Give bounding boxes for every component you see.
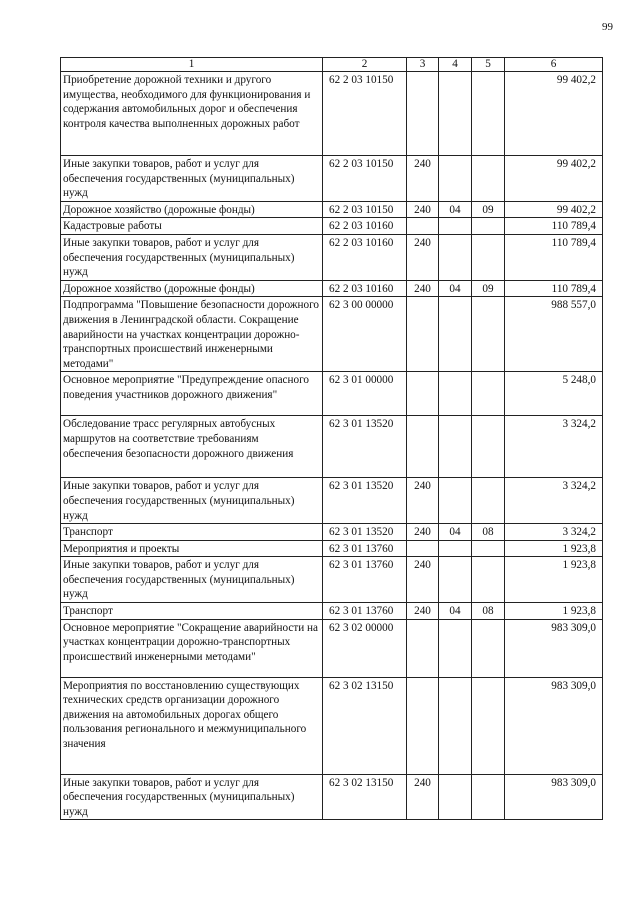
amount-cell: 988 557,0 — [505, 297, 603, 372]
section-cell — [439, 540, 472, 557]
item-name-cell: Дорожное хозяйство (дорожные фонды) — [61, 280, 323, 297]
target-code-cell: 62 2 03 10150 — [323, 72, 407, 156]
target-code-cell: 62 3 01 13760 — [323, 557, 407, 603]
table-row — [61, 297, 603, 372]
item-name-cell: Приобретение дорожной техники и другого имущества, необходимого для функционирования и содержания автомобильных дорог и обеспечения контроля качества выполненных дорожных работ — [61, 72, 323, 156]
section-cell: 04 — [439, 524, 472, 541]
target-code-cell: 62 3 02 13150 — [323, 774, 407, 820]
item-name-cell: Иные закупки товаров, работ и услуг для обеспечения государственных (муниципальных) нужд — [61, 774, 323, 820]
section-cell — [439, 416, 472, 478]
column-header: 1 — [61, 58, 323, 72]
subsection-cell — [472, 72, 505, 156]
table-row — [61, 603, 603, 620]
item-name-cell: Иные закупки товаров, работ и услуг для обеспечения государственных (муниципальных) нужд — [61, 557, 323, 603]
subsection-cell: 09 — [472, 201, 505, 218]
item-name-cell: Иные закупки товаров, работ и услуг для обеспечения государственных (муниципальных) нужд — [61, 156, 323, 202]
subsection-cell: 08 — [472, 524, 505, 541]
target-code-cell: 62 3 02 00000 — [323, 619, 407, 677]
subsection-cell — [472, 774, 505, 820]
amount-cell: 99 402,2 — [505, 72, 603, 156]
column-header: 3 — [407, 58, 439, 72]
table-row — [61, 416, 603, 478]
item-name-cell: Подпрограмма "Повышение безопасности дорожного движения в Ленинградской области. Сокращение аварийности на участках концентрации дорожно-транспортных происшествий инженерными методами" — [61, 297, 323, 372]
target-code-cell: 62 3 01 13520 — [323, 524, 407, 541]
section-cell — [439, 557, 472, 603]
subsection-cell — [472, 234, 505, 280]
table-row — [61, 201, 603, 218]
section-cell — [439, 774, 472, 820]
table-row — [61, 774, 603, 820]
expense-type-cell: 240 — [407, 234, 439, 280]
section-cell: 04 — [439, 201, 472, 218]
section-cell — [439, 156, 472, 202]
target-code-cell: 62 2 03 10160 — [323, 218, 407, 235]
amount-cell: 1 923,8 — [505, 603, 603, 620]
section-cell: 04 — [439, 603, 472, 620]
expense-type-cell — [407, 72, 439, 156]
amount-cell: 983 309,0 — [505, 677, 603, 774]
amount-cell: 3 324,2 — [505, 478, 603, 524]
table-row — [61, 540, 603, 557]
amount-cell: 1 923,8 — [505, 557, 603, 603]
expense-type-cell: 240 — [407, 156, 439, 202]
table-row — [61, 234, 603, 280]
table-row — [61, 619, 603, 677]
column-header: 2 — [323, 58, 407, 72]
section-cell — [439, 677, 472, 774]
column-header: 4 — [439, 58, 472, 72]
target-code-cell: 62 3 01 13760 — [323, 540, 407, 557]
target-code-cell: 62 3 00 00000 — [323, 297, 407, 372]
subsection-cell — [472, 557, 505, 603]
expense-type-cell: 240 — [407, 603, 439, 620]
table-row — [61, 280, 603, 297]
item-name-cell: Транспорт — [61, 524, 323, 541]
subsection-cell — [472, 677, 505, 774]
table-row — [61, 478, 603, 524]
amount-cell: 99 402,2 — [505, 201, 603, 218]
column-header: 5 — [472, 58, 505, 72]
amount-cell: 110 789,4 — [505, 218, 603, 235]
section-cell — [439, 218, 472, 235]
amount-cell: 5 248,0 — [505, 372, 603, 416]
table-row — [61, 156, 603, 202]
expense-type-cell — [407, 416, 439, 478]
table-row — [61, 524, 603, 541]
subsection-cell — [472, 218, 505, 235]
amount-cell: 110 789,4 — [505, 234, 603, 280]
amount-cell: 110 789,4 — [505, 280, 603, 297]
expense-type-cell: 240 — [407, 524, 439, 541]
column-header: 6 — [505, 58, 603, 72]
subsection-cell — [472, 156, 505, 202]
table-row — [61, 557, 603, 603]
section-cell — [439, 234, 472, 280]
item-name-cell: Иные закупки товаров, работ и услуг для обеспечения государственных (муниципальных) нужд — [61, 234, 323, 280]
expense-type-cell: 240 — [407, 774, 439, 820]
item-name-cell: Основное мероприятие "Предупреждение опасного поведения участников дорожного движения" — [61, 372, 323, 416]
expense-type-cell: 240 — [407, 478, 439, 524]
target-code-cell: 62 2 03 10160 — [323, 234, 407, 280]
amount-cell: 99 402,2 — [505, 156, 603, 202]
section-cell: 04 — [439, 280, 472, 297]
expense-type-cell: 240 — [407, 557, 439, 603]
item-name-cell: Обследование трасс регулярных автобусных маршрутов на соответствие требованиям обеспечения безопасности дорожного движения — [61, 416, 323, 478]
target-code-cell: 62 3 02 13150 — [323, 677, 407, 774]
section-cell — [439, 372, 472, 416]
item-name-cell: Иные закупки товаров, работ и услуг для обеспечения государственных (муниципальных) нужд — [61, 478, 323, 524]
section-cell — [439, 619, 472, 677]
subsection-cell — [472, 372, 505, 416]
expense-type-cell — [407, 297, 439, 372]
table-row — [61, 372, 603, 416]
amount-cell: 3 324,2 — [505, 524, 603, 541]
expense-type-cell: 240 — [407, 280, 439, 297]
section-cell — [439, 478, 472, 524]
expense-type-cell — [407, 218, 439, 235]
expense-type-cell — [407, 540, 439, 557]
target-code-cell: 62 3 01 00000 — [323, 372, 407, 416]
amount-cell: 983 309,0 — [505, 774, 603, 820]
item-name-cell: Транспорт — [61, 603, 323, 620]
expense-type-cell — [407, 372, 439, 416]
target-code-cell: 62 2 03 10150 — [323, 201, 407, 218]
table-header-row — [61, 58, 603, 72]
section-cell — [439, 72, 472, 156]
amount-cell: 3 324,2 — [505, 416, 603, 478]
page-number: 99 — [602, 21, 613, 33]
target-code-cell: 62 3 01 13520 — [323, 478, 407, 524]
item-name-cell: Мероприятия и проекты — [61, 540, 323, 557]
subsection-cell — [472, 619, 505, 677]
subsection-cell — [472, 540, 505, 557]
target-code-cell: 62 2 03 10160 — [323, 280, 407, 297]
amount-cell: 983 309,0 — [505, 619, 603, 677]
expense-type-cell — [407, 677, 439, 774]
table-row — [61, 218, 603, 235]
expense-type-cell — [407, 619, 439, 677]
subsection-cell: 08 — [472, 603, 505, 620]
item-name-cell: Дорожное хозяйство (дорожные фонды) — [61, 201, 323, 218]
table-row — [61, 677, 603, 774]
table-row — [61, 72, 603, 156]
subsection-cell: 09 — [472, 280, 505, 297]
target-code-cell: 62 3 01 13520 — [323, 416, 407, 478]
item-name-cell: Кадастровые работы — [61, 218, 323, 235]
subsection-cell — [472, 297, 505, 372]
item-name-cell: Мероприятия по восстановлению существующих технических средств организации дорожного движения на автомобильных дорогах общего пользования регионального и межмуниципального значения — [61, 677, 323, 774]
section-cell — [439, 297, 472, 372]
amount-cell: 1 923,8 — [505, 540, 603, 557]
target-code-cell: 62 2 03 10150 — [323, 156, 407, 202]
expense-type-cell: 240 — [407, 201, 439, 218]
subsection-cell — [472, 416, 505, 478]
budget-table — [60, 57, 603, 820]
item-name-cell: Основное мероприятие "Сокращение аварийности на участках концентрации дорожно-транспортных происшествий инженерными методами" — [61, 619, 323, 677]
subsection-cell — [472, 478, 505, 524]
target-code-cell: 62 3 01 13760 — [323, 603, 407, 620]
